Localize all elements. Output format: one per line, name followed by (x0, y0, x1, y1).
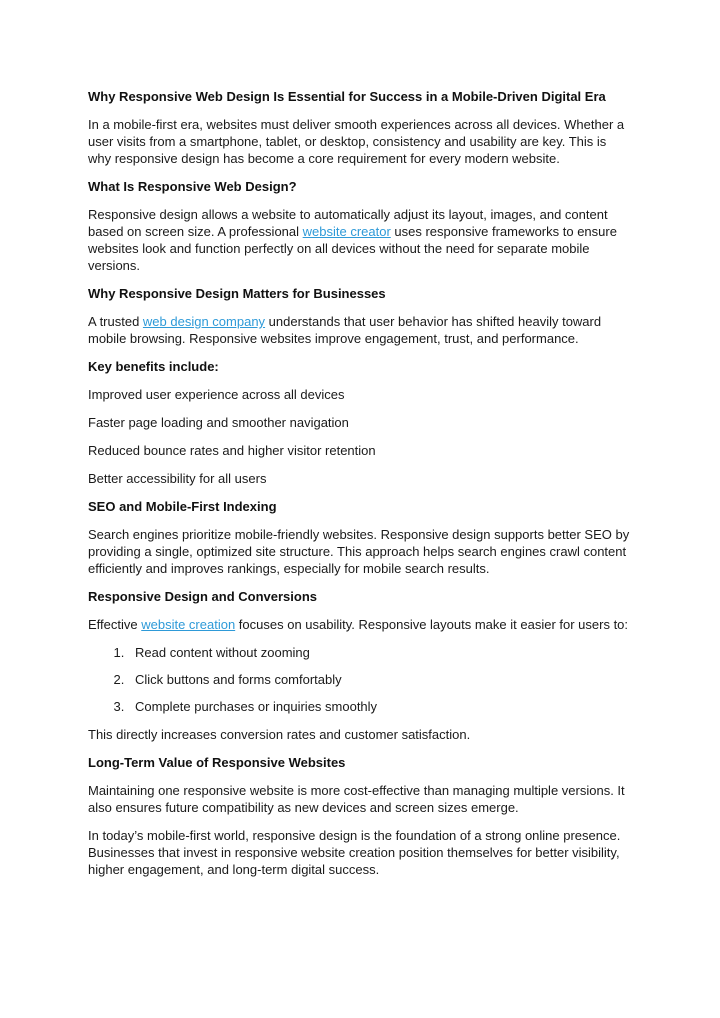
heading-long-term: Long-Term Value of Responsive Websites (88, 755, 346, 770)
paragraph-text: uses responsive frameworks to ensure websites look and function perfectly on all devices without the need for separate mobile versions. (88, 224, 617, 273)
long-term-paragraph-2: In today’s mobile-first world, responsive design is the foundation of a strong online presence. Businesses that invest in responsive website creation position themselves for better visibility, higher engagement, and long-term digital success. (88, 828, 621, 877)
paragraph-text: Responsive design allows a website to automatically adjust its layout, images, and content based on screen size. A professional (88, 207, 608, 239)
list-item: 3. Complete purchases or inquiries smoothly (128, 698, 631, 715)
seo-paragraph: Search engines prioritize mobile-friendly websites. Responsive design supports better SEO by providing a single, optimized site structure. This approach helps search engines crawl content efficiently and improves rankings, especially for mobile search results. (88, 527, 630, 576)
heading-seo: SEO and Mobile-First Indexing (88, 499, 277, 514)
what-is-paragraph (88, 206, 631, 274)
website-creation-link[interactable]: website creation (141, 617, 236, 632)
heading-why-matters: Why Responsive Design Matters for Businesses (88, 286, 386, 301)
web-design-company-link[interactable]: web design company (142, 314, 266, 329)
article-title: Why Responsive Web Design Is Essential for Success in a Mobile-Driven Digital Era (88, 89, 606, 104)
heading-key-benefits: Key benefits include: (88, 359, 219, 374)
paragraph-text: Effective (88, 617, 142, 632)
list-item: 1. Read content without zooming (128, 644, 631, 661)
heading-conversions: Responsive Design and Conversions (88, 589, 318, 604)
paragraph-text: understands that user behavior has shifted heavily toward mobile browsing. Responsive websites improve engagement, trust, and performance. (88, 314, 602, 346)
paragraph-text: A trusted (88, 314, 143, 329)
conversions-outro-paragraph: This directly increases conversion rates and customer satisfaction. (88, 727, 471, 742)
conversions-numbered-list (88, 644, 631, 715)
heading-what-is: What Is Responsive Web Design? (88, 179, 297, 194)
why-matters-paragraph (88, 313, 631, 347)
benefit-item: Faster page loading and smoother navigation (88, 415, 349, 430)
long-term-paragraph-1: Maintaining one responsive website is more cost-effective than managing multiple versions. It also ensures future compatibility as new devices and screen sizes emerge. (88, 783, 625, 815)
benefit-item: Better accessibility for all users (88, 471, 267, 486)
benefit-item: Reduced bounce rates and higher visitor retention (88, 443, 376, 458)
article (88, 88, 631, 878)
intro-paragraph: In a mobile-first era, websites must deliver smooth experiences across all devices. Whether a user visits from a smartphone, tablet, or desktop, consistency and usability are key. This is why responsive design has become a core requirement for every modern website. (88, 117, 625, 166)
benefit-item: Improved user experience across all devices (88, 387, 345, 402)
conversions-paragraph (88, 616, 631, 633)
list-item: 2. Click buttons and forms comfortably (128, 671, 631, 688)
website-creator-link[interactable]: website creator (302, 224, 391, 239)
paragraph-text: focuses on usability. Responsive layouts make it easier for users to: (235, 617, 629, 632)
